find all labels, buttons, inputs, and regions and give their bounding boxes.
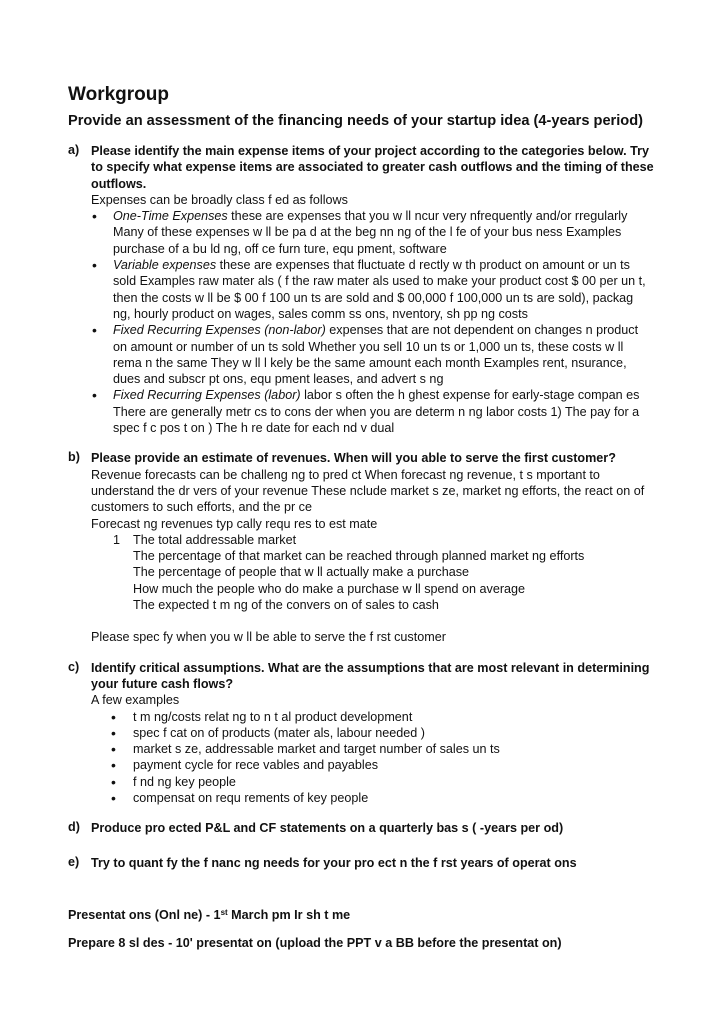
section-b-letter: b) — [68, 450, 80, 465]
section-b-para2: Forecast ng revenues typ cally requ res to est mate — [91, 516, 378, 531]
section-e-heading: Try to quant fy the f nanc ng needs for your pro ect n the f rst years of operat ons — [91, 855, 577, 870]
list-item: • spec f cat on of products (mater als, labour needed ) — [133, 725, 654, 741]
item-text: The expected t m ng of the convers on of sales to cash — [133, 598, 439, 613]
numbered-item — [91, 532, 654, 548]
item-text: The percentage of people that w ll actually make a purchase — [133, 565, 470, 580]
list-item — [113, 387, 654, 436]
section-e-letter: e) — [68, 854, 80, 869]
section-c — [68, 660, 654, 807]
expense-text: expenses that are not dependent on changes n product on amount or number of un ts sold Whether you sell 10 un ts or 1,000 un ts, these costs w ll rema n the same They w ll l kely be the same amount each month Examples rent, nsurance, dues and subscr pt ons, equ pment leases, and advert s ng — [113, 323, 639, 387]
list-item: • f nd ng key people — [133, 774, 654, 790]
list-item — [113, 257, 654, 322]
section-b-heading: Please provide an estimate of revenues. When will you able to serve the first customer? — [91, 451, 616, 466]
assumptions-list — [91, 709, 654, 807]
section-d-heading: Produce pro ected P&L and CF statements on a quarterly bas s ( -years per od) — [91, 821, 564, 836]
expense-label: Variable expenses — [113, 258, 217, 273]
list-item: • t m ng/costs relat ng to n t al product development — [133, 709, 654, 725]
expense-text: these are expenses that fluctuate d rectly w th product on amount or un ts sold Examples raw mater als ( f the raw mater als used to make your product cost $ 00 per un t, then the costs w ll be $ 00 f 100 un ts are sold and $ 00,000 f 100,000 un ts are sold), packag ng, hourly product on wages, sales comm ss ons, nventory, sh pp ng costs — [113, 258, 646, 321]
section-a — [68, 143, 654, 436]
spacer — [91, 613, 654, 629]
list-item — [113, 208, 654, 257]
list-item: • payment cycle for rece vables and payables — [133, 757, 654, 773]
presentation-info — [68, 907, 654, 923]
presentation-suffix: March pm Ir sh t me — [227, 907, 351, 922]
presentation-sup: st — [220, 907, 228, 917]
numbered-item — [91, 581, 654, 597]
section-b — [68, 450, 654, 645]
section-a-heading: Please identify the main expense items of your project according to the categories below. Try to specify what expense items are associated to greater cash outflows and the timing of these outflows. — [91, 144, 654, 191]
section-c-intro: A few examples — [91, 693, 180, 708]
section-b-closing: Please spec fy when you w ll be able to serve the f rst customer — [91, 630, 446, 645]
document-title: Workgroup — [68, 84, 169, 105]
section-c-letter: c) — [68, 659, 80, 674]
section-c-heading: Identify critical assumptions. What are the assumptions that are most relevant in determining your future cash flows? — [91, 660, 650, 691]
section-e — [68, 855, 654, 871]
section-a-intro: Expenses can be broadly class f ed as follows — [91, 192, 348, 207]
item-text: The total addressable market — [133, 532, 297, 547]
section-b-para1: Revenue forecasts can be challeng ng to pred ct When forecast ng revenue, t s mportant to understand the dr vers of your revenue These nclude market s ze, market ng efforts, the react on of customers to such efforts, and the pr ce — [91, 467, 645, 515]
expense-label: Fixed Recurring Expenses (labor) — [113, 388, 301, 403]
expense-text: labor s often the h ghest expense for early-stage compan es There are generally metr cs to cons der when you are determ n ng labor costs 1) The pay for a spec f c pos t on ) The h re date for each nd v dual — [113, 388, 640, 436]
prepare-instructions: Prepare 8 sl des - 10' presentat on (upload the PPT v a BB before the presentat on) — [68, 935, 562, 950]
document-subtitle: Provide an assessment of the financing needs of your startup idea (4-years period) — [68, 113, 643, 129]
expense-label: One-Time Expenses — [113, 209, 228, 224]
item-text: How much the people who do make a purchase w ll spend on average — [133, 581, 526, 596]
item-number: 1 — [113, 532, 121, 547]
numbered-item — [91, 597, 654, 613]
expense-text: these are expenses that you w ll ncur very nfrequently and/or rregularly Many of these expenses w ll be pa d at the beg nn ng of the l fe of your bus ness Examples purchase of a bu ld ng, off ce furn ture, equ pment, software — [113, 209, 628, 256]
expense-label: Fixed Recurring Expenses (non-labor) — [113, 323, 326, 338]
section-d-letter: d) — [68, 820, 80, 835]
list-item: • compensat on requ rements of key people — [133, 790, 654, 806]
item-text: The percentage of that market can be reached through planned market ng efforts — [133, 549, 585, 564]
section-a-letter: a) — [68, 143, 80, 157]
numbered-item — [91, 564, 654, 580]
list-item: • market s ze, addressable market and target number of sales un ts — [133, 741, 654, 757]
section-d — [68, 820, 654, 836]
presentation-prefix: Presentat ons (Onl ne) - 1 — [68, 907, 221, 922]
list-item — [113, 322, 654, 387]
expense-categories-list — [91, 208, 654, 436]
numbered-item — [91, 548, 654, 564]
